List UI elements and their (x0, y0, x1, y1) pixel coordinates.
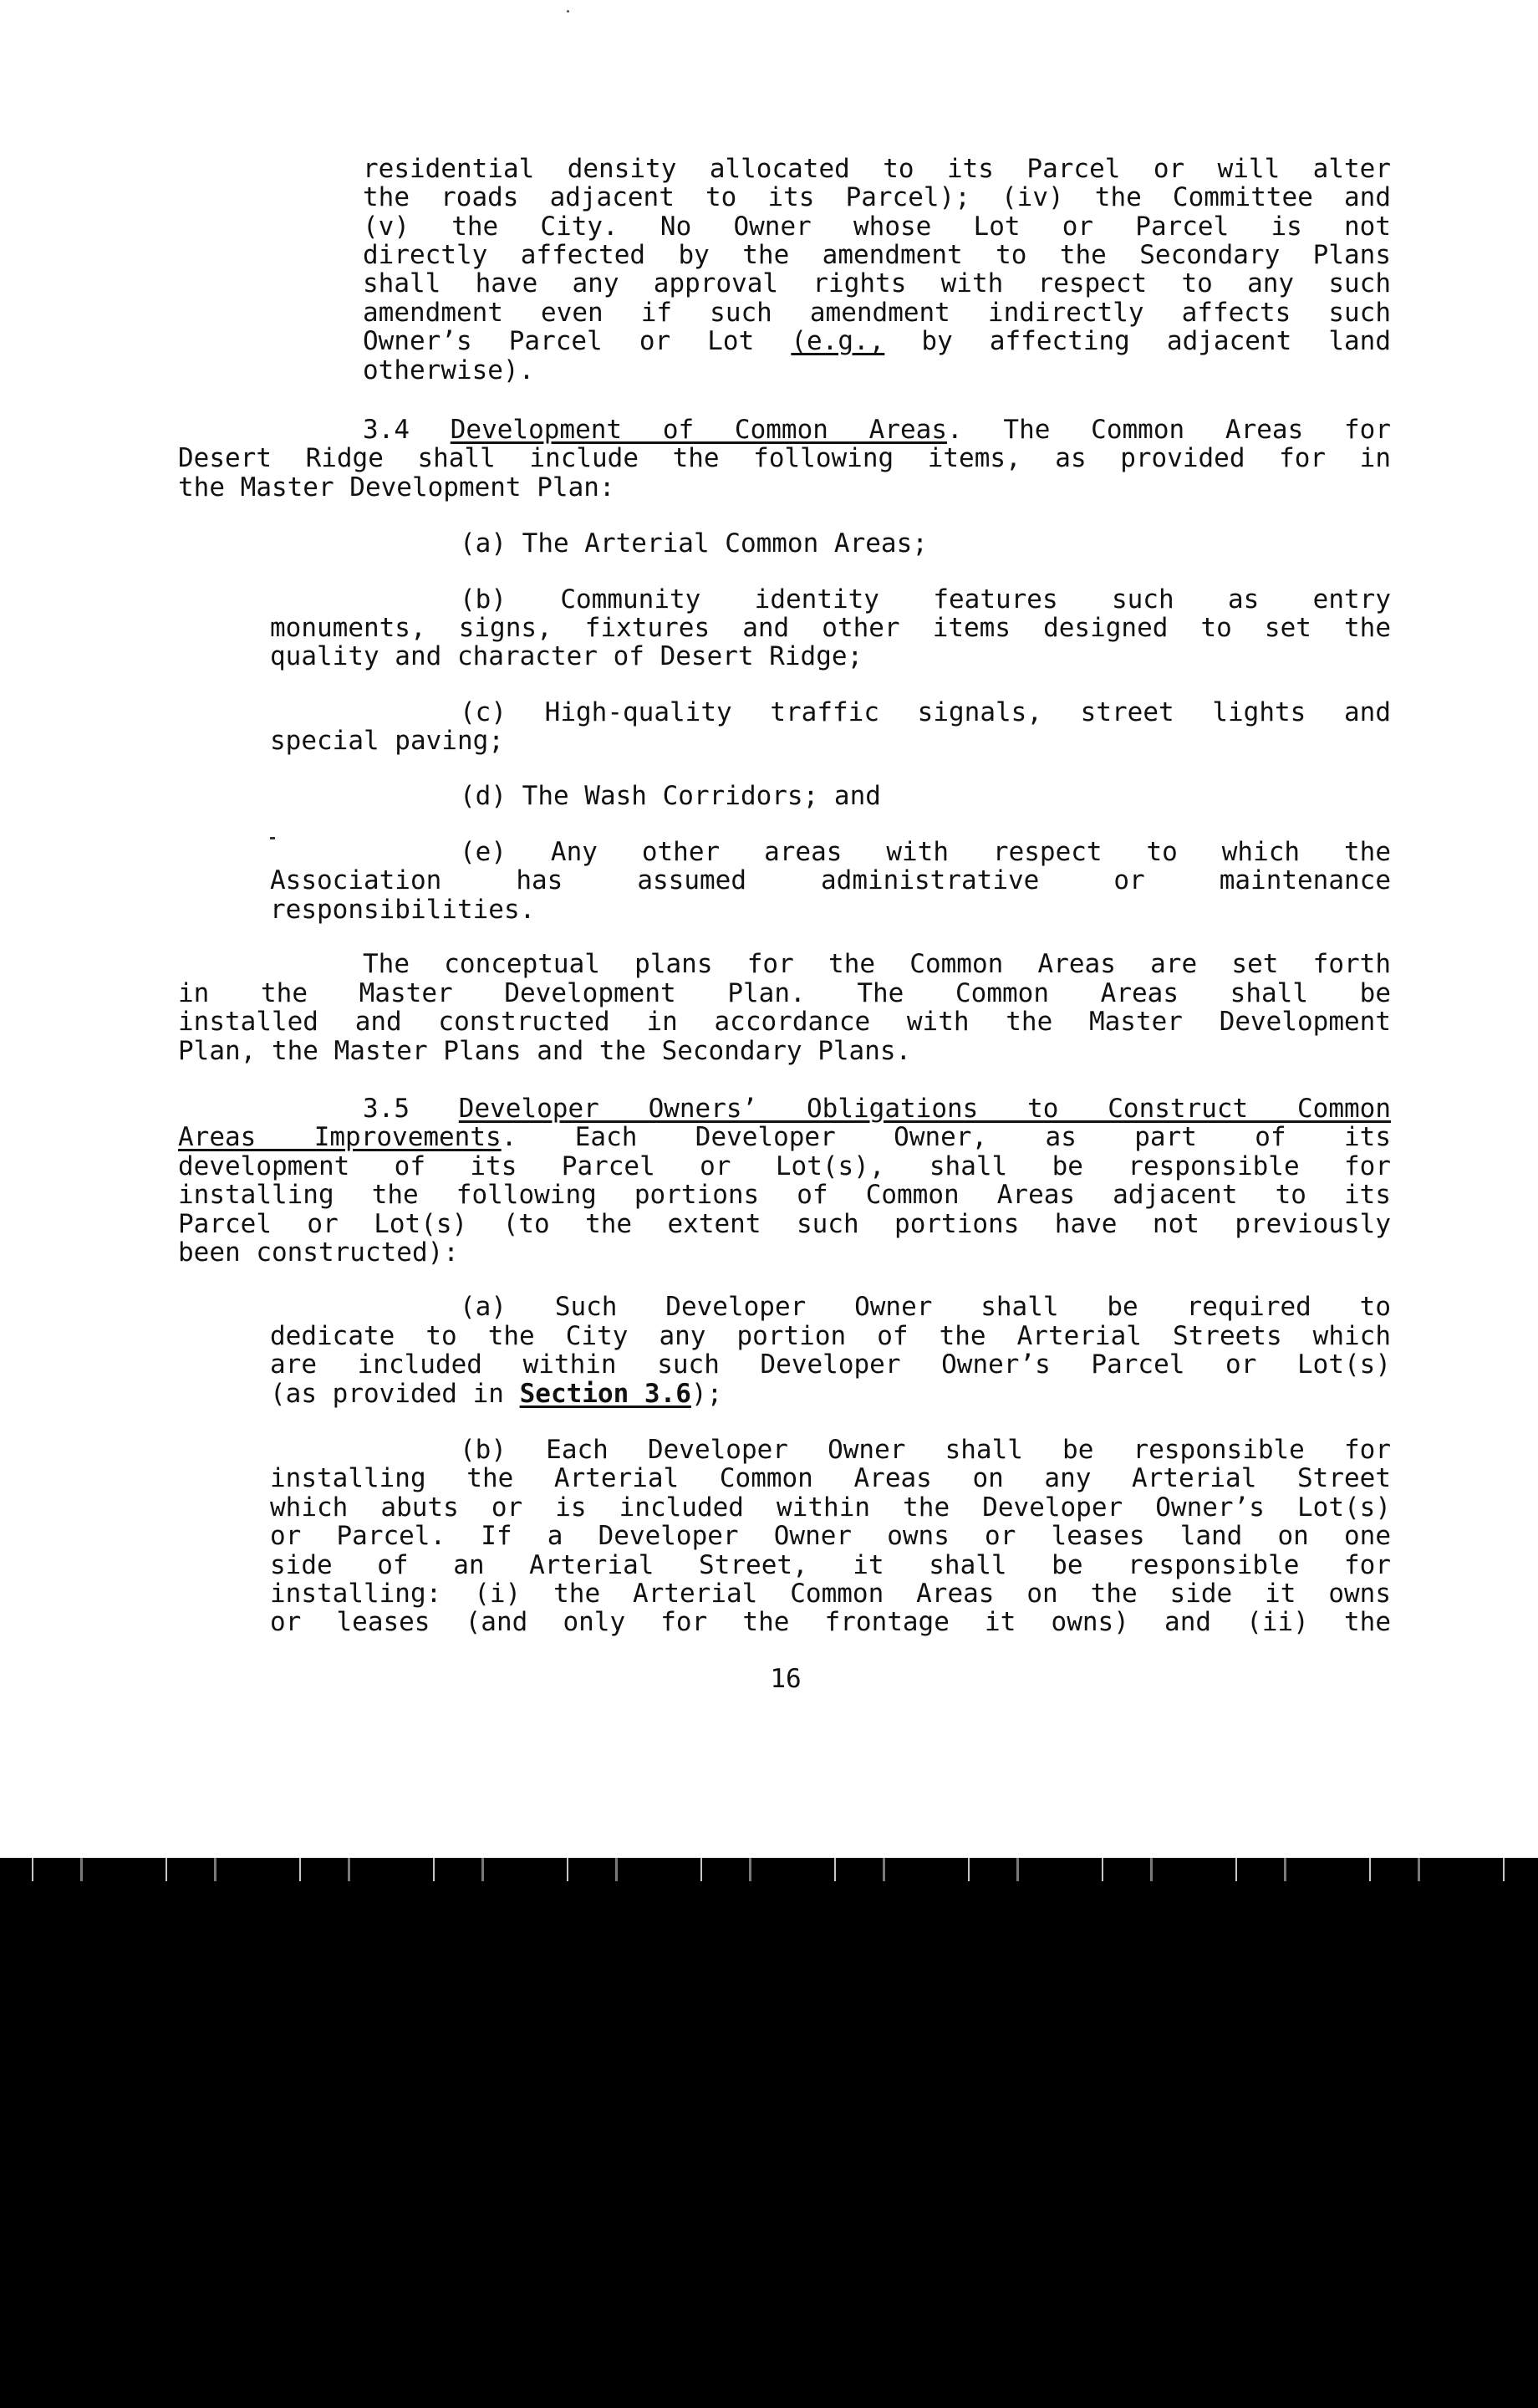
emphasized-text: Areas Improvements (178, 1123, 502, 1151)
scan-edge-noise (0, 1858, 1538, 1881)
text-line (178, 1181, 1391, 1209)
text-line (363, 327, 1391, 355)
text-line (270, 1464, 1391, 1492)
emphasized-text: Developer Owners’ Obligations to Construct Common (458, 1094, 1391, 1123)
text-line (270, 727, 1391, 755)
text-line (270, 1380, 1391, 1408)
text-run: been constructed): (178, 1238, 459, 1267)
text-run: quality and character of Desert Ridge; (270, 642, 863, 671)
text-line (460, 1436, 1391, 1464)
text-run: (b) Community identity features such as entry (460, 585, 1391, 614)
text-line (270, 614, 1391, 642)
text-line (178, 1238, 1391, 1267)
text-line (363, 356, 1391, 385)
text-run: in the Master Development Plan. The Common Areas shall be (178, 979, 1391, 1008)
text-run: residential density allocated to its Parcel or will alter (363, 155, 1391, 183)
text-run: development of its Parcel or Lot(s), shall be responsible for (178, 1152, 1391, 1181)
text-run: installing: (i) the Arterial Common Areas on the side it owns (270, 1579, 1391, 1608)
text-run: installing the following portions of Common Areas adjacent to its (178, 1181, 1391, 1209)
text-run: installed and constructed in accordance with the Master Development (178, 1008, 1391, 1036)
text-line (363, 212, 1391, 241)
text-run: (a) The Arterial Common Areas; (460, 529, 928, 558)
text-line (460, 782, 1391, 810)
text-line (460, 838, 1391, 866)
text-run: . Each Developer Owner, as part of its (501, 1123, 1391, 1151)
text-line (363, 416, 1391, 444)
text-run: shall have any approval rights with respect to any such (363, 269, 1391, 298)
text-run: 3.5 (363, 1094, 459, 1123)
scan-border (0, 1858, 1538, 2408)
text-line (270, 895, 1391, 924)
text-run: Desert Ridge shall include the following items, as provided for in (178, 444, 1391, 472)
text-line (178, 1037, 1391, 1065)
text-line (178, 444, 1391, 472)
emphasized-text: Section 3.6 (519, 1380, 691, 1408)
text-run: monuments, signs, fixtures and other items designed to set the (270, 614, 1391, 642)
text-line (270, 1579, 1391, 1608)
text-line (363, 183, 1391, 212)
text-run: or leases (and only for the frontage it owns) and (ii) the (270, 1608, 1391, 1636)
text-run: (v) the City. No Owner whose Lot or Parcel is not (363, 212, 1391, 241)
emphasized-text: Development of Common Areas (450, 416, 947, 444)
text-line (363, 950, 1391, 978)
text-run: Association has assumed administrative or maintenance (270, 866, 1391, 895)
text-run: (b) Each Developer Owner shall be responsible for (460, 1436, 1391, 1464)
text-run: (c) High-quality traffic signals, street lights and (460, 698, 1391, 727)
text-line (270, 1322, 1391, 1350)
text-line (270, 642, 1391, 671)
text-run: (a) Such Developer Owner shall be required to (460, 1293, 1391, 1321)
text-line (270, 866, 1391, 895)
text-run: are included within such Developer Owner’s Parcel or Lot(s) (270, 1350, 1391, 1379)
text-line (460, 1293, 1391, 1321)
emphasized-text: (e.g., (791, 327, 885, 355)
text-line (363, 241, 1391, 269)
text-line (363, 1094, 1391, 1123)
text-line (270, 1551, 1391, 1579)
text-run: the Master Development Plan: (178, 473, 615, 502)
text-run: which abuts or is included within the Developer Owner’s Lot(s) (270, 1493, 1391, 1522)
text-line (460, 698, 1391, 727)
text-run: (d) The Wash Corridors; and (460, 782, 881, 810)
text-line (178, 1152, 1391, 1181)
text-run: Plan, the Master Plans and the Secondary Plans. (178, 1037, 912, 1065)
text-run: or Parcel. If a Developer Owner owns or leases land on one (270, 1522, 1391, 1550)
page-number: 16 (770, 1664, 802, 1694)
text-line (178, 1210, 1391, 1238)
text-line (178, 473, 1391, 502)
text-run: 3.4 (363, 416, 451, 444)
text-run: side of an Arterial Street, it shall be responsible for (270, 1551, 1391, 1579)
text-run: (e) Any other areas with respect to which the (460, 838, 1391, 866)
text-line (460, 529, 1391, 558)
text-line (363, 155, 1391, 183)
text-run: otherwise). (363, 356, 535, 385)
text-line (270, 1350, 1391, 1379)
text-run: by affecting adjacent land (884, 327, 1391, 355)
text-run: Owner’s Parcel or Lot (363, 327, 792, 355)
text-run: directly affected by the amendment to the Secondary Plans (363, 241, 1391, 269)
text-line (460, 585, 1391, 614)
text-run: (as provided in (270, 1380, 520, 1408)
text-run: amendment even if such amendment indirectly affects such (363, 298, 1391, 327)
scan-speck (270, 837, 275, 839)
text-line (363, 269, 1391, 298)
text-run: The conceptual plans for the Common Areas are set forth (363, 950, 1391, 978)
text-line (270, 1493, 1391, 1522)
text-line (363, 298, 1391, 327)
text-run: the roads adjacent to its Parcel); (iv) the Committee and (363, 183, 1391, 212)
text-run: ); (690, 1380, 723, 1408)
text-run: installing the Arterial Common Areas on any Arterial Street (270, 1464, 1391, 1492)
text-line (178, 979, 1391, 1008)
text-run: . The Common Areas for (947, 416, 1391, 444)
text-line (270, 1608, 1391, 1636)
text-line (270, 1522, 1391, 1550)
text-run: responsibilities. (270, 895, 536, 924)
text-run: Parcel or Lot(s) (to the extent such portions have not previously (178, 1210, 1391, 1238)
text-run: special paving; (270, 727, 504, 755)
text-line (178, 1008, 1391, 1036)
text-run: dedicate to the City any portion of the Arterial Streets which (270, 1322, 1391, 1350)
text-line (178, 1123, 1391, 1151)
scan-speck (567, 10, 569, 13)
